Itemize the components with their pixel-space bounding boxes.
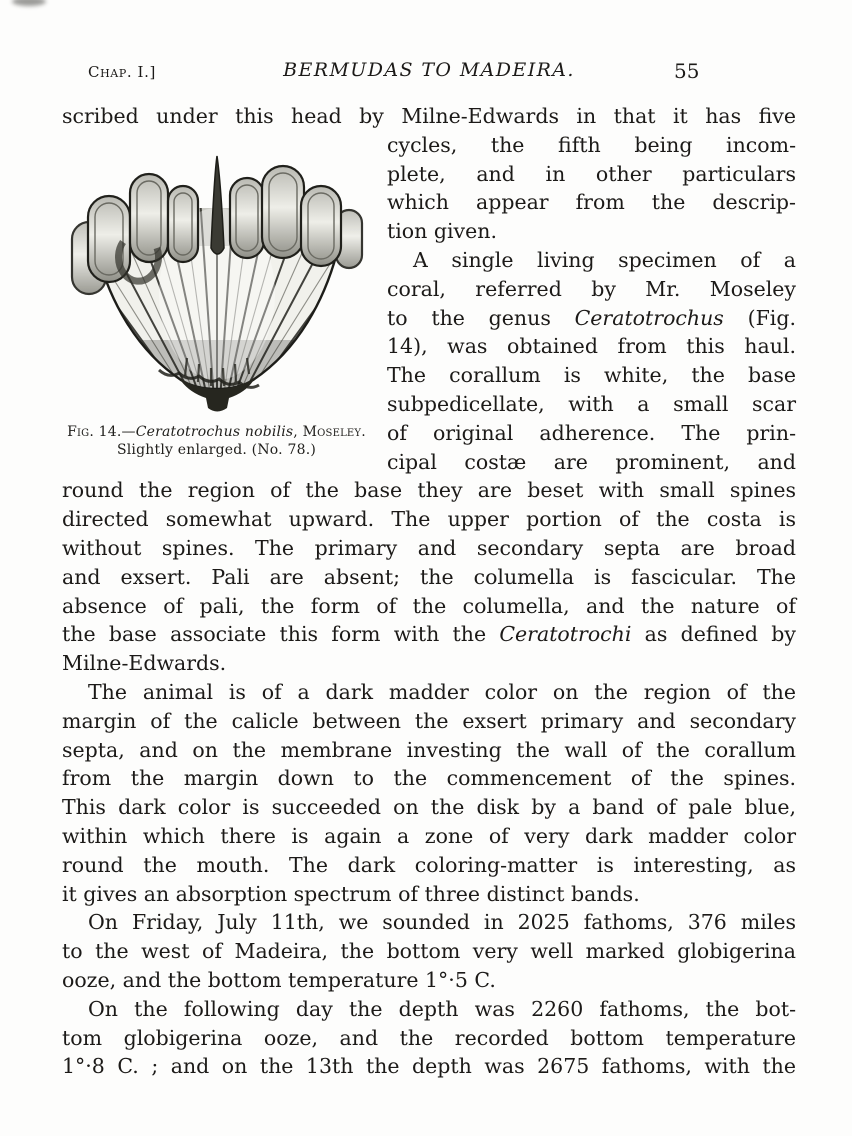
caption-line-2: Slightly enlarged. (No. 78.) bbox=[116, 441, 317, 458]
text-line: This dark color is succeeded on the disk by a band of pale blue, bbox=[62, 795, 796, 820]
text-line: subpedicellate, with a small scar bbox=[387, 391, 796, 416]
text-line: tom globigerina ooze, and the recorded bottom temperature bbox=[62, 1025, 796, 1050]
text-line: 14), was obtained from this haul. bbox=[387, 334, 796, 359]
caption-author: Moseley. bbox=[302, 423, 366, 440]
running-title: BERMUDAS TO MADEIRA. bbox=[283, 59, 575, 81]
text-line: cipal costæ are prominent, and bbox=[387, 449, 796, 474]
caption-fig-label: Fig. 14.— bbox=[67, 423, 136, 440]
text-line: which appear from the descrip- bbox=[387, 190, 796, 215]
text-line: it gives an absorption spectrum of three distinct bands. bbox=[62, 881, 640, 906]
text-line: 1°·8 C. ; and on the 13th the depth was 2675 fathoms, with the bbox=[62, 1054, 796, 1079]
text-line: coral, referred by Mr. Moseley bbox=[387, 276, 796, 301]
text-line bbox=[62, 620, 796, 649]
body-text bbox=[62, 102, 796, 1081]
caption-species-name: Ceratotrochus nobilis bbox=[135, 423, 294, 440]
text-line: scribed under this head by Milne-Edwards in that it has five bbox=[62, 104, 796, 128]
species-name-italic: Ceratotrochus bbox=[574, 305, 724, 330]
coral-spike bbox=[211, 156, 224, 254]
figure-caption bbox=[62, 423, 371, 459]
text-segment: as defined by bbox=[631, 622, 796, 647]
chapter-label: Chap. I.] bbox=[88, 63, 156, 81]
text-line: The animal is of a dark madder color on the region of the bbox=[88, 679, 796, 704]
text-line: tion given. bbox=[387, 219, 497, 244]
page-number: 55 bbox=[674, 59, 700, 83]
text-line: On Friday, July 11th, we sounded in 2025 fathoms, 376 miles bbox=[88, 910, 796, 935]
text-line: cycles, the fifth being incom- bbox=[387, 132, 796, 157]
caption-separator: , bbox=[293, 423, 303, 440]
text-line: round the region of the base they are beset with small spines bbox=[62, 478, 796, 503]
text-line: of original adherence. The prin- bbox=[387, 420, 796, 445]
text-line: and exsert. Pali are absent; the columella is fascicular. The bbox=[62, 564, 796, 589]
text-segment: the base associate this form with the bbox=[62, 622, 500, 647]
text-line: directed somewhat upward. The upper portion of the costa is bbox=[62, 507, 796, 532]
text-line: A single living specimen of a bbox=[413, 247, 796, 272]
text-line: The corallum is white, the base bbox=[387, 363, 796, 388]
text-line: margin of the calicle between the exsert primary and secondary bbox=[62, 708, 796, 733]
figure-14 bbox=[62, 131, 371, 471]
scan-smudge bbox=[12, 0, 46, 6]
text-line: to the west of Madeira, the bottom very well marked globigerina bbox=[62, 939, 796, 964]
coral-illustration bbox=[67, 144, 367, 420]
text-line: absence of pali, the form of the columella, and the nature of bbox=[62, 593, 796, 618]
text-line: septa, and on the membrane investing the wall of the corallum bbox=[62, 737, 796, 762]
text-line: Milne-Edwards. bbox=[62, 651, 227, 676]
species-name-italic: Ceratotrochi bbox=[499, 622, 632, 647]
text-line: from the margin down to the commencement of the spines. bbox=[62, 766, 796, 791]
text-segment: (Fig. bbox=[723, 305, 796, 330]
text-line: within which there is again a zone of very dark madder color bbox=[62, 823, 796, 848]
caption-line-1 bbox=[62, 423, 371, 441]
text-line: round the mouth. The dark coloring-matter is interesting, as bbox=[62, 852, 796, 877]
text-line: without spines. The primary and secondary septa are broad bbox=[62, 535, 796, 560]
page-header bbox=[62, 58, 796, 86]
text-segment: to the genus bbox=[387, 305, 575, 330]
text-line: plete, and in other particulars bbox=[387, 161, 796, 186]
text-line: ooze, and the bottom temperature 1°·5 C. bbox=[62, 967, 496, 992]
text-line: On the following day the depth was 2260 fathoms, the bot- bbox=[88, 996, 796, 1021]
